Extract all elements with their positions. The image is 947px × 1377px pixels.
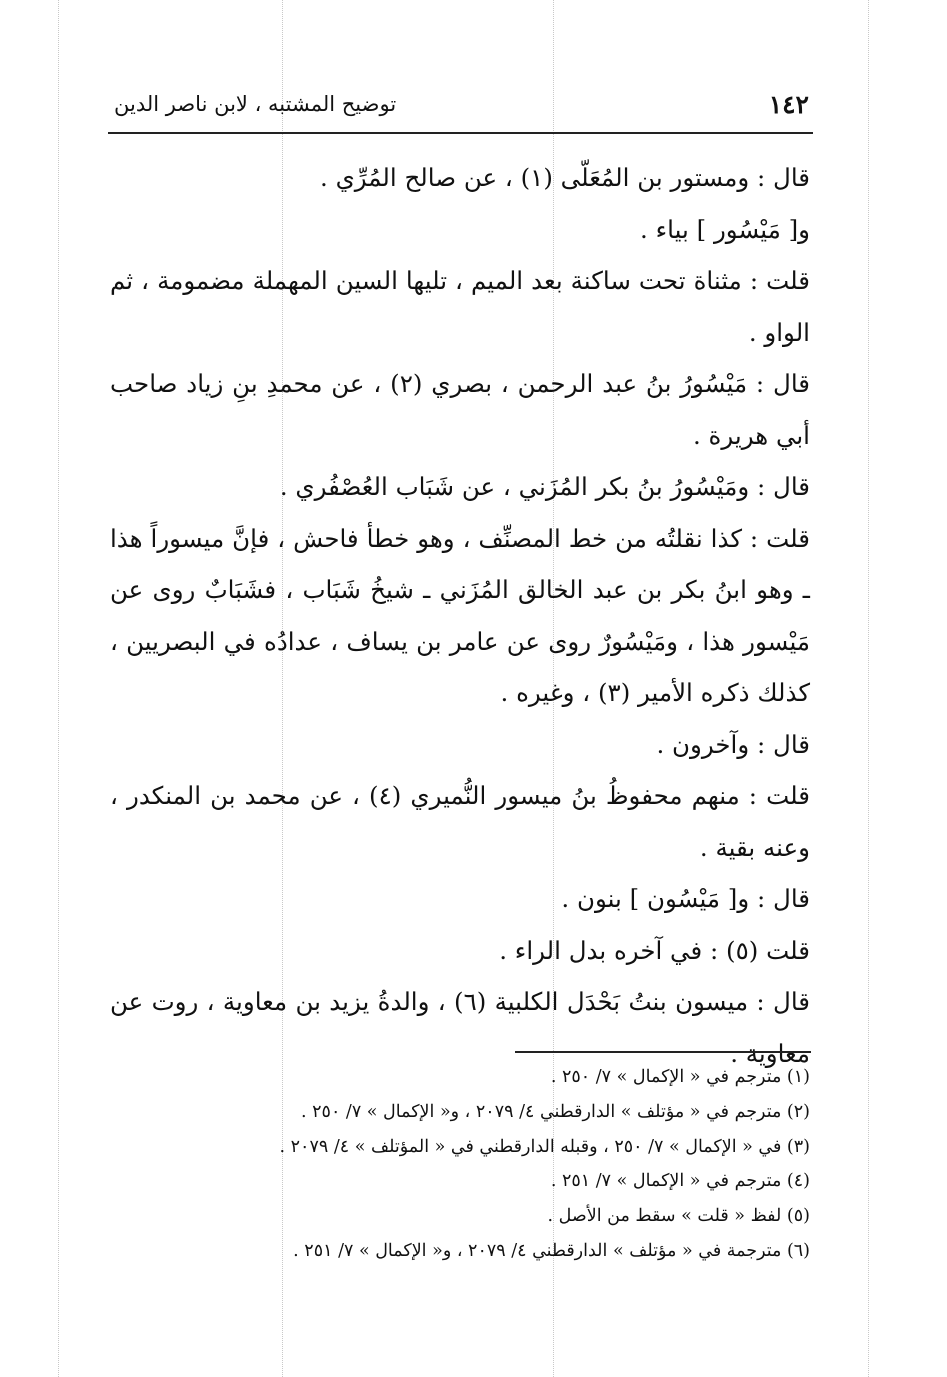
footnote: (٤) مترجم في « الإكمال » ٧/ ٢٥١ . [550, 1171, 810, 1192]
footnote: (١) مترجم في « الإكمال » ٧/ ٢٥٠ . [550, 1067, 810, 1087]
paragraph: و[ مَيْسُور ] بياء . [640, 214, 810, 244]
page-header [108, 86, 813, 134]
paragraph: قال : مَيْسُورُ بنُ عبد الرحمن ، بصري (٢) ، عن محمدِ بنِ زياد صاحب أبي هريرة . [110, 369, 810, 450]
scan-guide-line [58, 0, 59, 1377]
main-text [110, 152, 810, 1079]
paragraph: قلت : كذا نقلتُه من خط المصنِّف ، وهو خطأ فاحش ، فإنَّ ميسوراً هذا ـ وهو ابنُ بكر بن عبد الخالق المُزَني ـ شيخُ شَبَاب ، فشَبَابٌ روى عن مَيْسور هذا ، ومَيْسُورٌ روى عن عامر بن يساف ، عدادُه في البصريين ، كذلك ذكره الأمير (٣) ، وغيره . [110, 523, 810, 707]
footnote: (٦) مترجمة في « مؤتلف » الدارقطني ٤/ ٢٠٧٩ ، و« الإكمال » ٧/ ٢٥١ . [293, 1240, 810, 1261]
page-number: ١٤٢ [768, 90, 809, 119]
footnote: (٢) مترجم في « مؤتلف » الدارقطني ٤/ ٢٠٧٩ ، و« الإكمال » ٧/ ٢٥٠ . [301, 1101, 810, 1122]
running-title: توضيح المشتبه ، لابن ناصر الدين [114, 92, 397, 116]
paragraph: قلت : مثناة تحت ساكنة بعد الميم ، تليها السين المهملة مضمومة ، ثم الواو . [110, 266, 810, 347]
footnotes [180, 1060, 810, 1269]
paragraph: قال : و[ مَيْسُون ] بنون . [561, 884, 810, 913]
paragraph: قال : ميسون بنتُ بَحْدَل الكلبية (٦) ، والدةُ يزيد بن معاوية ، روت عن معاوية . [110, 987, 811, 1068]
footnote: (٣) في « الإكمال » ٧/ ٢٥٠ ، وقبله الدارقطني في « المؤتلف » ٤/ ٢٠٧٩ . [279, 1136, 810, 1157]
footnote: (٥) لفظ « قلت » سقط من الأصل . [547, 1206, 810, 1227]
paragraph: قال : وآخرون . [656, 729, 810, 759]
paragraph: قال : ومستور بن المُعَلّى (١) ، عن صالح المُرِّي . [320, 163, 810, 192]
paragraph: قلت : منهم محفوظُ بنُ ميسور النُّميري (٤) ، عن محمد بن المنكدر ، وعنه بقية . [110, 781, 810, 862]
paragraph: قلت (٥) : في آخره بدل الراء . [499, 935, 810, 965]
scan-guide-line [868, 0, 869, 1377]
paragraph: قال : ومَيْسُورُ بنُ بكر المُزَني ، عن شَبَاب العُصْفُري . [279, 472, 810, 501]
footnote-separator [515, 1051, 811, 1053]
